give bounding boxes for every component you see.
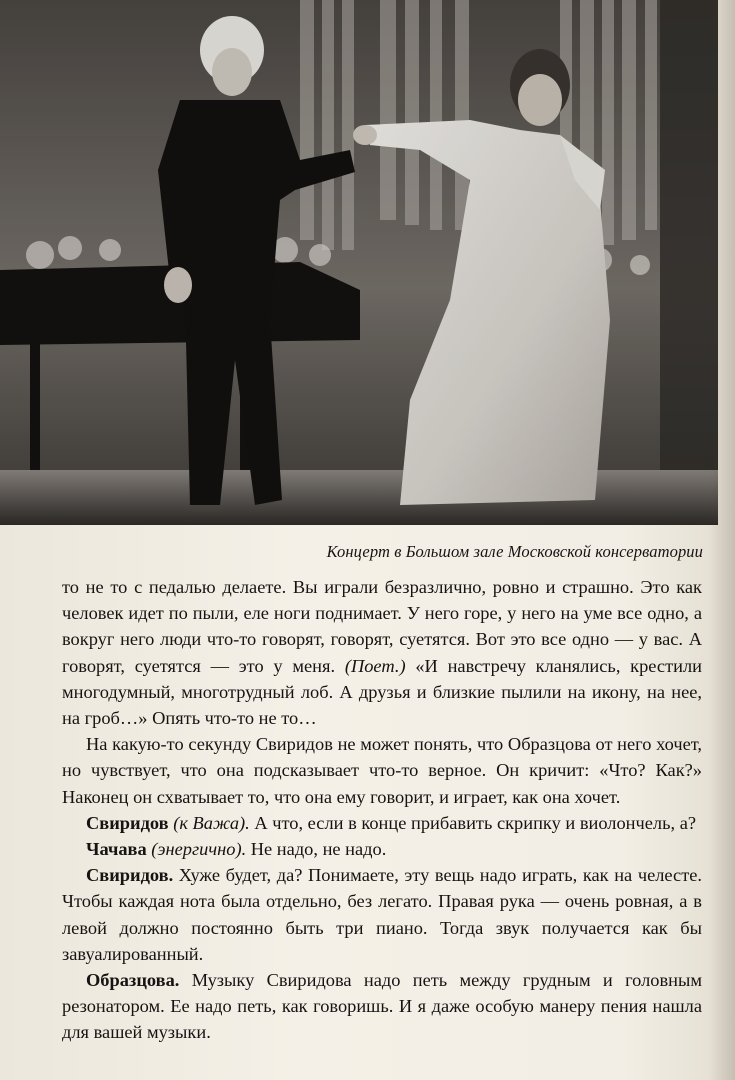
stage-remark: (Поет.)	[344, 655, 406, 676]
stage-remark: (к Важа).	[173, 812, 250, 833]
concert-photo-image	[0, 0, 718, 525]
paragraph-dialogue-sviridov-1	[62, 810, 702, 836]
stage-remark: (энергично).	[151, 839, 247, 860]
paragraph-text: На какую-то секунду Свиридов не может понять, что Образцова от него хочет, но чувствует, что она подсказывает что-то верное. Он кричит: «Что? Как?» Наконец он схватывает то, что она ему говорит, и играет, как она хочет.	[62, 734, 702, 807]
dialogue-text: Не надо, не надо.	[246, 839, 387, 860]
dialogue-text: Музыку Свиридова надо петь между грудным и головным резонатором. Ее надо петь, как говоришь. И я даже особую манеру пения нашла для вашей музыки.	[62, 970, 702, 1043]
speaker-name: Образцова.	[86, 970, 180, 991]
concert-photo	[0, 0, 718, 525]
speaker-name: Чачава	[86, 839, 147, 860]
paragraph-continuation	[62, 574, 702, 731]
paragraph-dialogue-chachava	[62, 836, 702, 862]
paragraph-dialogue-sviridov-2	[62, 862, 702, 967]
speaker-name: Свиридов	[86, 812, 169, 833]
speaker-name: Свиридов.	[86, 865, 174, 886]
paragraph-dialogue-obraztsova	[62, 967, 702, 1046]
photo-caption: Концерт в Большом зале Московской консерватории	[326, 542, 703, 561]
dialogue-text: Хуже будет, да? Понимаете, эту вещь надо играть, как на челесте. Чтобы каждая нота была отдельно, без легато. Правая рука — очень ровная, а в левой должно постоянно быть три пиано. Тогда звук получается как бы завуалированный.	[62, 865, 702, 964]
body-text	[62, 574, 702, 1046]
paragraph-narration	[62, 731, 702, 810]
paragraph-text: то не то с педалью делаете. Вы играли безразлично, ровно и страшно. Это как человек идет по пыли, еле ноги поднимает. У него горе, у него на уме все одно, а вокруг него люди что-то говорят, говорят, суетятся. Вот это все одно — у вас. А говорят, суетятся — это у меня.	[62, 577, 702, 676]
dialogue-text: А что, если в конце прибавить скрипку и виолончель, а?	[249, 812, 697, 833]
paragraph-text-after: «И навстречу кланялись, крестили многодумный, многотрудный лоб. А друзья и близкие пылили на икону, на нее, на гроб…» Опять что-то не то…	[62, 655, 702, 729]
